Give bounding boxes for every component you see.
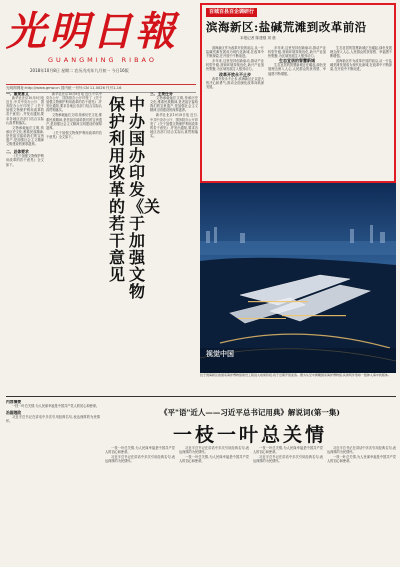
paragraph: 一枝一叶总关情,为人民谋幸福是中国共产党人的初心和使命。 bbox=[327, 455, 396, 464]
aerial-museum-photo bbox=[200, 183, 396, 373]
paragraph: 一枝一叶总关情,为人民谋幸福是中国共产党人的初心和使命。 bbox=[105, 446, 175, 455]
lead-story-subhead: 改革开放永不止步 bbox=[219, 71, 251, 77]
paragraph: 一枝一叶总关情,为人民谋幸福是中国共产党人的初心和使命。 bbox=[12, 404, 100, 409]
vertical-headline-col1: 保护利用改革的若干意见 bbox=[108, 95, 125, 284]
paragraph: 滨海新区作为改革开放的前沿,从一片盐碱荒滩发展成为现代化新城,在改革中不断探索,在开放中不断前进。 bbox=[330, 59, 392, 72]
paragraph: 一枝一叶总关情,为人民谋幸福是中国共产党人的初心和使命。 bbox=[253, 446, 323, 455]
paragraph: 习近平总书记在讲话中多次引用经典名句,表达深厚的为民情怀。 bbox=[327, 446, 396, 455]
info-line: 光明网网址:http://www.gmw.cn 国内统一刊号:CN 11-0026 代号1-16 bbox=[6, 84, 196, 93]
paragraph: 《关于加强文物保护利用改革的若干意见》全文如下。 bbox=[6, 154, 44, 167]
lead-story-byline: 本报记者 陈建强 刘 晨 bbox=[240, 36, 276, 40]
bottom-left-column bbox=[6, 400, 100, 560]
policy-body-text bbox=[46, 92, 102, 402]
paragraph: 《关于加强文物保护利用改革的若干意见》全文如下。 bbox=[46, 130, 102, 139]
paragraph: 习近平总书记在讲话中多次引用经典名句,表达深厚的为民情怀。 bbox=[105, 455, 175, 464]
section-divider bbox=[6, 396, 396, 397]
paragraph: 文物承载灿烂文明,传承历史文化,维系民族精神,是老祖宗留给我们的宝贵遗产,是加强社会主义精神文明建设的深厚滋养。 bbox=[150, 96, 198, 113]
left-column-text bbox=[6, 92, 44, 402]
paragraph: 新华社北京10月8日电 近日,中共中央办公厅、国务院办公厅印发了《关于加强文物保护利用改革的若干意见》,并发出通知,要求各地区各部门结合实际认真贯彻落实。 bbox=[6, 96, 44, 125]
paragraph: 多年来,这里坚持创新驱动,推动产业转型升级,营商环境持续优化,新兴产业加快集聚,为区域发展注入强劲动力。 bbox=[268, 46, 326, 59]
vertical-headline-col2: 中办国办印发《关于加强文物 bbox=[128, 95, 161, 301]
date-line: 2018年10月8日 星期二 农历戊戌年九月初一 今日16版 bbox=[30, 68, 129, 73]
paragraph: 新华社北京10月8日电 近日,中共中央办公厅、国务院办公厅印发了《关于加强文物保护利用改革的若干意见》,并发出通知,要求各地区各部门结合实际认真贯彻落实。 bbox=[150, 113, 198, 138]
photo-watermark: 视觉中国 bbox=[206, 350, 234, 358]
paragraph: 生态宜居的智慧新城正在崛起,绿色发展理念深入人心,人民群众的获得感、幸福感不断增强。 bbox=[268, 63, 326, 76]
paragraph: 习近平总书记在讲话中多次引用经典名句,表达深厚的为民情怀。 bbox=[6, 415, 100, 424]
lead-story-col1 bbox=[206, 46, 264, 179]
section-title: 一、重要意义 bbox=[6, 92, 29, 96]
section-title: 治国理政 bbox=[6, 410, 22, 416]
lead-photo bbox=[200, 183, 396, 373]
paragraph: 习近平总书记在讲话中多次引用经典名句,表达深厚的为民情怀。 bbox=[179, 446, 249, 455]
paragraph: 文物承载灿烂文明,传承历史文化,维系民族精神,是老祖宗留给我们的宝贵遗产,是加强社会主义精神文明建设的深厚滋养。 bbox=[46, 113, 102, 130]
section-title: 二、总体要求 bbox=[6, 149, 29, 155]
paragraph: 改革开放永不止步,滨海新区正以更大的决心和勇气,推动全面深化改革向纵深发展。 bbox=[206, 76, 264, 89]
paragraph: 新华社北京10月8日电 近日,中共中央办公厅、国务院办公厅印发了《关于加强文物保护利用改革的若干意见》,并发出通知,要求各地区各部门结合实际认真贯彻落实。 bbox=[46, 92, 102, 113]
feature-col3 bbox=[253, 446, 323, 562]
feature-col2 bbox=[179, 446, 249, 562]
section-title: 内容摘要 bbox=[6, 400, 22, 404]
masthead-pinyin: GUANGMING RIBAO bbox=[48, 56, 157, 64]
lead-story-kicker: 百城百县百企调研行 bbox=[206, 8, 257, 17]
paragraph: 习近平总书记在讲话中多次引用经典名句,表达深厚的为民情怀。 bbox=[253, 455, 323, 464]
paragraph: 生态宜居的智慧新城正在崛起,绿色发展理念深入人心,人民群众的获得感、幸福感不断增强。 bbox=[330, 46, 392, 59]
paragraph: 滨海新区作为改革开放的前沿,从一片盐碱荒滩发展成为现代化新城,在改革中不断探索,在开放中不断前进。 bbox=[206, 46, 264, 59]
paragraph: 一枝一叶总关情,为人民谋幸福是中国共产党人的初心和使命。 bbox=[179, 455, 249, 464]
policy-body-text-right bbox=[150, 92, 198, 402]
masthead-title: 光明日報 bbox=[6, 8, 178, 55]
feature-headline: 一枝一叶总关情 bbox=[172, 424, 327, 446]
photo-caption: 位于滨海新区的国家海洋博物馆建设工程进入收尾阶段,将于近期开馆迎客。图为从空中俯瞰国家海洋博物馆,其建筑外形如一组伸入海中的船体。 bbox=[200, 373, 391, 377]
lead-story-col3 bbox=[330, 46, 392, 179]
feature-series-title: 《平"语"近人——习近平总书记用典》解说词(第一集) bbox=[160, 408, 340, 417]
lead-story-headline: 滨海新区:盐碱荒滩到改革前沿 bbox=[206, 20, 367, 34]
feature-col1 bbox=[105, 446, 175, 562]
lead-story-subhead: 生态宜居的智慧新城 bbox=[279, 58, 315, 64]
paragraph: 文物承载灿烂文明,传承历史文化,维系民族精神,是老祖宗留给我们的宝贵遗产,是加强社会主义精神文明建设的深厚滋养。 bbox=[6, 125, 44, 147]
lead-story-col2 bbox=[268, 46, 326, 179]
paragraph: 多年来,这里坚持创新驱动,推动产业转型升级,营商环境持续优化,新兴产业加快集聚,为区域发展注入强劲动力。 bbox=[206, 59, 264, 72]
section-title: 三、主要任务 bbox=[150, 92, 173, 96]
feature-col4 bbox=[327, 446, 396, 562]
